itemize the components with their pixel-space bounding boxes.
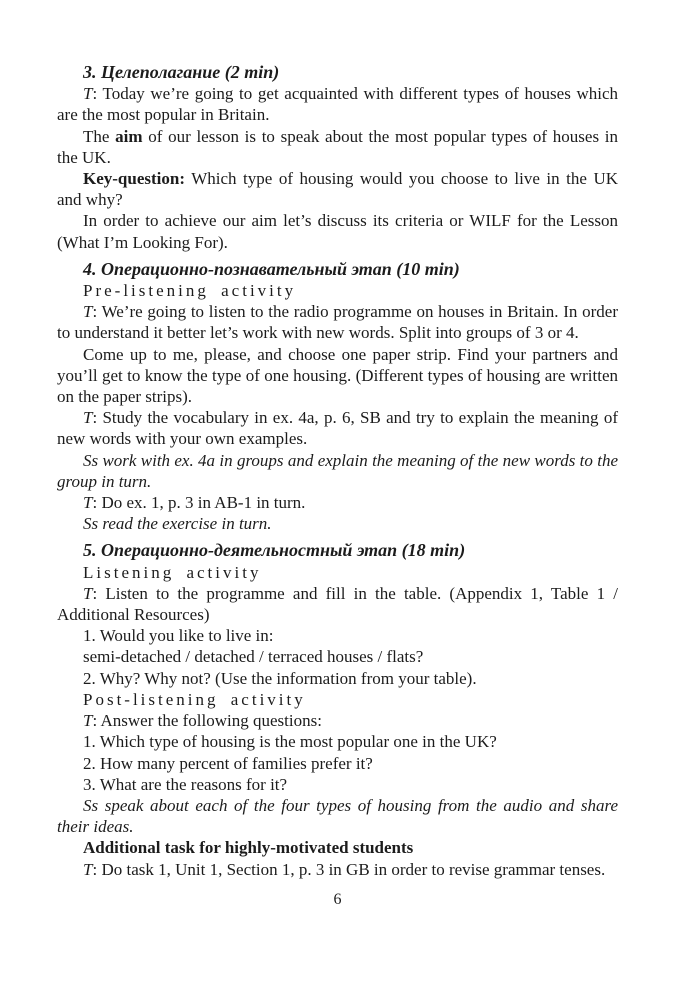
aim-emphasis: aim <box>115 126 143 146</box>
question-item <box>57 646 618 667</box>
teacher-line <box>57 301 618 343</box>
teacher-line <box>57 583 618 625</box>
paragraph-text: Ss read the exercise in turn. <box>83 514 272 534</box>
paragraph <box>57 210 618 252</box>
speaker-label: T <box>83 583 93 603</box>
section-heading: 3. Целеполагание (2 min) <box>83 62 280 82</box>
teacher-line <box>57 83 618 125</box>
section-heading: 5. Операционно-деятельностный этап (18 min) <box>83 540 466 561</box>
activity-subheading: Post-listening activity <box>83 689 306 709</box>
teacher-line <box>57 492 618 513</box>
students-action-line <box>57 450 618 492</box>
paragraph-text: Come up to me, please, and choose one paper strip. Find your partners and you’ll get to know the type of one housing. (Different types of housing are written on the paper strips). <box>57 344 618 407</box>
section-cognitive-stage <box>57 259 618 535</box>
paragraph-text: Ss speak about each of the four types of housing from the audio and share their ideas. <box>57 795 618 837</box>
activity-subheading: Listening activity <box>83 562 262 582</box>
students-action-line <box>57 795 618 837</box>
paragraph-text: : Do task 1, Unit 1, Section 1, p. 3 in GB in order to revise grammar tenses. <box>92 859 606 879</box>
question-item <box>57 774 618 795</box>
speaker-label: T <box>83 493 93 513</box>
paragraph-text: 2. How many percent of families prefer it? <box>83 753 373 773</box>
paragraph-text: of our lesson is to speak about the most popular types of houses in the UK. <box>57 126 618 167</box>
paragraph-text: The <box>83 126 116 146</box>
paragraph-text: : Study the vocabulary in ex. 4a, p. 6, SB and try to explain the meaning of new words with your own examples. <box>57 408 618 449</box>
paragraph-text: : Listen to the programme and fill in the table. (Appendix 1, Table 1 / Additional Resources) <box>57 583 618 625</box>
section-activity-stage <box>57 540 618 879</box>
paragraph-text: 2. Why? Why not? (Use the information from your table). <box>83 668 477 688</box>
key-question-label: Key-question: <box>83 169 185 189</box>
paragraph-text: In order to achieve our aim let’s discuss its criteria or WILF for the Lesson (What I’m Looking For). <box>57 211 618 252</box>
paragraph-text: 3. What are the reasons for it? <box>83 774 288 794</box>
paragraph-text: 1. Which type of housing is the most popular one in the UK? <box>83 732 497 752</box>
speaker-label: T <box>83 302 93 322</box>
additional-task-heading <box>57 837 618 858</box>
paragraph-text: : Answer the following questions: <box>92 711 322 731</box>
paragraph <box>57 126 618 168</box>
paragraph-text: : We’re going to listen to the radio programme on houses in Britain. In order to understand it better let’s work with new words. Split into groups of 3 or 4. <box>57 302 618 343</box>
paragraph-text: Which type of housing would you choose to live in the UK and why? <box>57 169 618 210</box>
teacher-line <box>57 407 618 449</box>
students-action-line <box>57 513 618 534</box>
paragraph-text: : Do ex. 1, p. 3 in AB-1 in turn. <box>92 493 306 513</box>
paragraph-text: Ss work with ex. 4a in groups and explain the meaning of the new words to the group in turn. <box>57 450 618 491</box>
speaker-label: T <box>83 711 93 731</box>
question-item <box>57 625 618 646</box>
key-question-line <box>57 168 618 210</box>
section-goal-setting <box>57 62 618 253</box>
paragraph <box>57 344 618 408</box>
question-item <box>57 731 618 752</box>
teacher-line <box>57 859 618 880</box>
question-item <box>57 753 618 774</box>
question-item <box>57 668 618 689</box>
speaker-label: T <box>83 408 93 428</box>
paragraph-text: : Today we’re going to get acquainted with different types of houses which are the most popular in Britain. <box>57 84 618 125</box>
paragraph-text: 1. Would you like to live in: <box>83 626 274 646</box>
page-number: 6 <box>333 890 342 908</box>
section-heading: 4. Операционно-познавательный этап (10 min) <box>83 258 460 279</box>
activity-subheading: Pre-listening activity <box>83 281 297 301</box>
paragraph-text: Additional task for highly-motivated students <box>83 838 414 858</box>
speaker-label: T <box>83 859 93 879</box>
teacher-line <box>57 710 618 731</box>
paragraph-text: semi-detached / detached / terraced houses / flats? <box>83 647 424 667</box>
speaker-label: T <box>83 84 93 104</box>
